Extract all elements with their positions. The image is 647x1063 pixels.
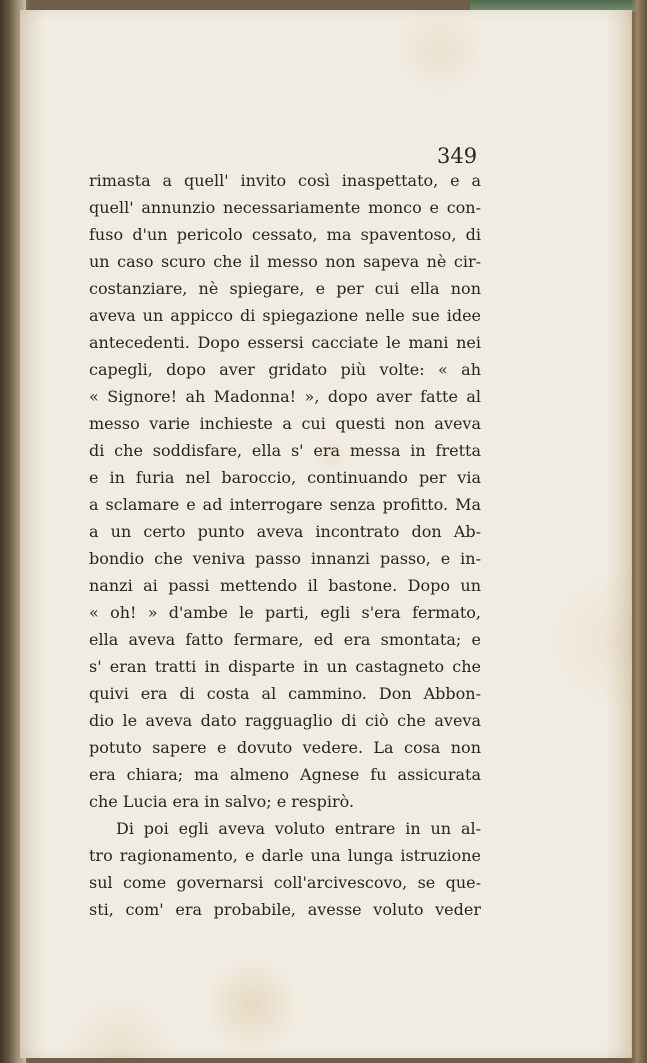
text-line: sul come governarsi coll'arcivescovo, se que- [89, 873, 481, 892]
text-line: a sclamare e ad interrogare senza profitto. Ma [89, 495, 481, 514]
text-line: bondio che veniva passo innanzi passo, e in- [89, 549, 481, 568]
text-line: s' eran tratti in disparte in un castagneto che [89, 657, 481, 676]
text-line: un caso scuro che il messo non sapeva nè cir- [89, 252, 481, 271]
page-number: 349 [437, 144, 478, 168]
text-line: Di poi egli aveva voluto entrare in un al- [116, 819, 481, 838]
text-line: era chiara; ma almeno Agnese fu assicurata [89, 765, 481, 784]
text-line: che Lucia era in salvo; e respirò. [89, 792, 355, 811]
text-line: dio le aveva dato ragguaglio di ciò che aveva [89, 711, 481, 730]
page-right-edge [631, 0, 647, 1063]
text-line: nanzi ai passi mettendo il bastone. Dopo un [89, 576, 481, 595]
text-line: aveva un appicco di spiegazione nelle sue idee [89, 306, 481, 325]
text-line: tro ragionamento, e darle una lunga istruzione [89, 846, 481, 865]
body-text [89, 167, 481, 919]
text-line: messo varie inchieste a cui questi non aveva [89, 414, 481, 433]
text-line: sti, com' era probabile, avesse voluto veder [89, 900, 481, 919]
text-line: rimasta a quell' invito così inaspettato, e a [89, 171, 481, 190]
text-line: antecedenti. Dopo essersi cacciate le mani nei [89, 333, 481, 352]
text-line: di che soddisfare, ella s' era messa in fretta [89, 441, 481, 460]
text-line: ella aveva fatto fermare, ed era smontata; e [89, 630, 481, 649]
text-line: a un certo punto aveva incontrato don Ab- [89, 522, 481, 541]
text-line: capegli, dopo aver gridato più volte: « ah [89, 360, 481, 379]
text-line: « oh! » d'ambe le parti, egli s'era fermato, [89, 603, 481, 622]
text-line: quivi era di costa al cammino. Don Abbon- [89, 684, 481, 703]
text-line: e in furia nel baroccio, continuando per via [89, 468, 481, 487]
text-line: costanziare, nè spiegare, e per cui ella non [89, 279, 481, 298]
text-line: « Signore! ah Madonna! », dopo aver fatte al [89, 387, 481, 406]
text-line: potuto sapere e dovuto vedere. La cosa non [89, 738, 481, 757]
text-line: fuso d'un pericolo cessato, ma spaventoso, di [89, 225, 481, 244]
text-line: quell' annunzio necessariamente monco e con- [89, 198, 481, 217]
